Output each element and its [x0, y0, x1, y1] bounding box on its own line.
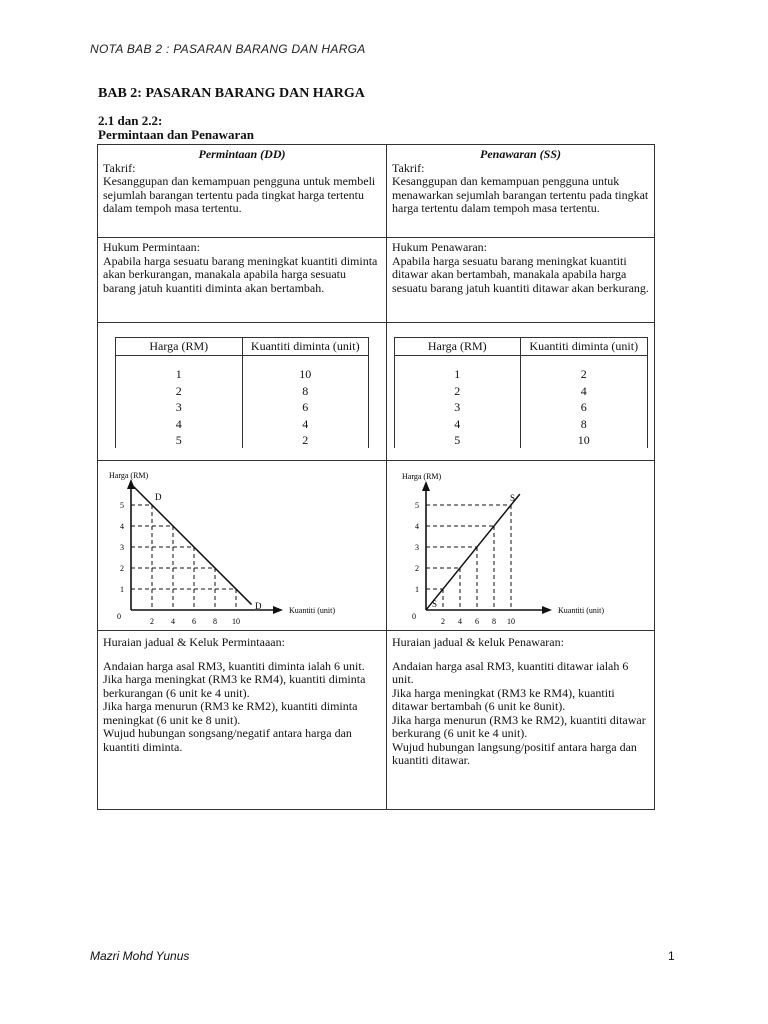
- supply-graph-cell: [387, 461, 655, 631]
- y-tick-label: 4: [414, 522, 419, 531]
- demand-law-text: Apabila harga sesuatu barang meningkat kuantiti diminta akan berkurangan, manakala apabila harga sesuatu barang jatuh kuantiti diminta akan bertambah.: [103, 253, 378, 295]
- comparison-table: [97, 144, 655, 810]
- x-tick-label: 2: [440, 617, 445, 626]
- supply-explanation-cell: [387, 631, 655, 810]
- supply-curve-end-label: S: [509, 493, 515, 503]
- price-cell: 5: [394, 431, 521, 448]
- demand-curve-start-label: D: [155, 492, 162, 502]
- supply-qty-header: Kuantiti diminta (unit): [521, 338, 648, 356]
- qty-cell: 6: [521, 398, 648, 415]
- supply-curve-line: [426, 494, 519, 609]
- table-row: [394, 415, 647, 432]
- supply-schedule-table: [394, 337, 648, 448]
- price-cell: 3: [116, 398, 243, 415]
- demand-law-label: Hukum Permintaan:: [103, 240, 200, 254]
- price-cell: 3: [394, 398, 521, 415]
- demand-heading: Permintaan (DD): [198, 147, 286, 161]
- demand-definition-label: Takrif:: [103, 160, 136, 175]
- qty-cell: 8: [242, 382, 369, 399]
- x-tick-labels: [441, 617, 515, 626]
- x-tick-label: 10: [232, 617, 240, 626]
- y-tick-label: 3: [120, 543, 124, 552]
- table-row: [116, 398, 369, 415]
- x-tick-label: 8: [213, 617, 217, 626]
- supply-curve-start-label: S: [431, 599, 437, 609]
- table-row: [116, 415, 369, 432]
- demand-curve-graph: [107, 467, 377, 627]
- supply-definition-cell: [387, 145, 655, 238]
- demand-curve-end-label: D: [255, 601, 262, 611]
- demand-law-cell: [98, 238, 387, 323]
- footer-page-number: 1: [668, 949, 675, 963]
- supply-explanation-line: Wujud hubungan langsung/positif antara harga dan kuantiti ditawar.: [392, 739, 637, 767]
- origin-label: 0: [117, 612, 121, 621]
- demand-explanation-cell: [98, 631, 387, 810]
- qty-cell: 4: [521, 382, 648, 399]
- qty-cell: 4: [242, 415, 369, 432]
- supply-definition-label: Takrif:: [392, 160, 425, 175]
- demand-schedule-table: [115, 337, 369, 448]
- table-row: [394, 431, 647, 448]
- supply-explanation-line: Jika harga meningkat (RM3 ke RM4), kuantiti ditawar bertambah (6 unit ke 8unit).: [392, 685, 615, 713]
- y-axis-label: Harga (RM): [401, 472, 441, 481]
- table-row: [116, 382, 369, 399]
- price-cell: 4: [394, 415, 521, 432]
- y-tick-label: 4: [120, 522, 124, 531]
- section-number: 2.1 dan 2.2:: [98, 113, 163, 128]
- demand-definition-text: Kesanggupan dan kemampuan pengguna untuk membeli sejumlah barangan tertentu pada tingkat harga tertentu dalam tempoh masa tertentu.: [103, 174, 376, 215]
- qty-cell: 8: [521, 415, 648, 432]
- qty-cell: 6: [242, 398, 369, 415]
- demand-qty-header: Kuantiti diminta (unit): [242, 338, 369, 356]
- qty-cell: 2: [242, 431, 369, 448]
- demand-price-header: Harga (RM): [116, 338, 243, 356]
- demand-explanation-label: Huraian jadual & Keluk Permintaaan:: [103, 635, 285, 649]
- demand-schedule-cell: [98, 323, 387, 461]
- supply-law-label: Hukum Penawaran:: [392, 240, 487, 254]
- supply-law-text: Apabila harga sesuatu barang meningkat kuantiti ditawar akan bertambah, manakala apabila harga sesuatu barang jatuh kuantiti ditawar akan berkurang.: [392, 253, 649, 295]
- y-tick-label: 1: [414, 585, 419, 594]
- price-cell: 1: [116, 356, 243, 382]
- demand-definition-cell: [98, 145, 387, 238]
- supply-law-cell: [387, 238, 655, 323]
- table-row: [394, 398, 647, 415]
- y-axis-arrow-icon: [422, 481, 430, 491]
- demand-graph-cell: [98, 461, 387, 631]
- x-tick-label: 8: [491, 617, 496, 626]
- x-tick-label: 2: [150, 617, 154, 626]
- supply-schedule-cell: [387, 323, 655, 461]
- section-title: Permintaan dan Penawaran: [98, 127, 254, 142]
- x-tick-label: 10: [506, 617, 515, 626]
- supply-curve-graph: [396, 467, 646, 627]
- law-row: [98, 238, 655, 323]
- price-cell: 4: [116, 415, 243, 432]
- y-tick-labels: [415, 501, 419, 594]
- running-header: NOTA BAB 2 : PASARAN BARANG DAN HARGA: [90, 42, 366, 56]
- price-cell: 2: [394, 382, 521, 399]
- qty-cell: 2: [521, 356, 648, 382]
- supply-price-header: Harga (RM): [394, 338, 521, 356]
- definition-row: [98, 145, 655, 238]
- supply-heading: Penawaran (SS): [479, 147, 562, 161]
- table-row: [394, 382, 647, 399]
- x-tick-labels: [150, 617, 240, 626]
- schedule-row: [98, 323, 655, 461]
- demand-explanation-line: Jika harga menurun (RM3 ke RM2), kuantiti diminta meningkat (6 unit ke 8 unit).: [103, 699, 358, 727]
- demand-explanation-line: Andaian harga asal RM3, kuantiti diminta ialah 6 unit.: [103, 658, 365, 673]
- x-axis-arrow-icon: [273, 606, 283, 614]
- qty-cell: 10: [242, 356, 369, 382]
- y-axis-label: Harga (RM): [109, 471, 149, 480]
- graph-row: [98, 461, 655, 631]
- y-tick-label: 2: [120, 564, 124, 573]
- y-tick-labels: [120, 501, 124, 594]
- x-tick-label: 4: [457, 617, 462, 626]
- price-cell: 5: [116, 431, 243, 448]
- table-row: [116, 356, 369, 382]
- supply-definition-text: Kesanggupan dan kemampuan pengguna untuk menawarkan sejumlah barangan tertentu pada tingkat harga tertentu dalam tempoh masa tertentu.: [392, 174, 649, 215]
- price-cell: 2: [116, 382, 243, 399]
- x-tick-label: 6: [474, 617, 479, 626]
- supply-explanation-label: Huraian jadual & keluk Penawaran:: [392, 635, 564, 649]
- explanation-row: [98, 631, 655, 810]
- demand-explanation-line: Jika harga meningkat (RM3 ke RM4), kuantiti diminta berkurangan (6 unit ke 4 unit).: [103, 672, 366, 700]
- footer-author: Mazri Mohd Yunus: [90, 949, 190, 963]
- supply-explanation-line: Andaian harga asal RM3, kuantiti ditawar ialah 6 unit.: [392, 658, 629, 686]
- y-tick-label: 2: [414, 564, 419, 573]
- x-axis-label: Kuantiti (unit): [289, 606, 335, 615]
- x-tick-label: 6: [192, 617, 196, 626]
- supply-explanation-line: Jika harga menurun (RM3 ke RM2), kuantiti ditawar berkurang (6 unit ke 4 unit).: [392, 712, 646, 740]
- table-row: [116, 431, 369, 448]
- demand-explanation-line: Wujud hubungan songsang/negatif antara harga dan kuantiti diminta.: [103, 726, 352, 754]
- demand-curve-line: [134, 487, 252, 605]
- y-tick-label: 5: [414, 501, 419, 510]
- y-tick-label: 1: [120, 585, 124, 594]
- x-axis-label: Kuantiti (unit): [557, 606, 604, 615]
- qty-cell: 10: [521, 431, 648, 448]
- x-axis-arrow-icon: [542, 606, 552, 614]
- demand-guide-lines: [131, 505, 236, 610]
- x-tick-label: 4: [171, 617, 175, 626]
- y-tick-label: 5: [120, 501, 124, 510]
- table-row: [394, 356, 647, 382]
- y-tick-label: 3: [414, 543, 419, 552]
- origin-label: 0: [411, 612, 416, 621]
- price-cell: 1: [394, 356, 521, 382]
- chapter-title: BAB 2: PASARAN BARANG DAN HARGA: [98, 86, 365, 101]
